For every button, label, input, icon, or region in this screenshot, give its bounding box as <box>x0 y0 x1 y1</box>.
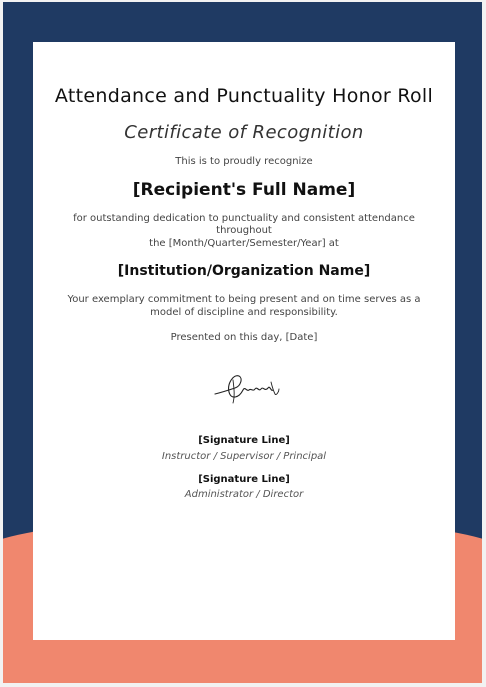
certificate-page <box>3 2 482 683</box>
dedication-text: for outstanding dedication to punctuality and consistent attendance throughout <box>73 213 415 236</box>
signature-line-1: [Signature Line] <box>198 435 290 446</box>
certificate-subtitle: Certificate of Recognition <box>124 122 364 143</box>
commitment-text: Your exemplary commitment to being present and on time serves as a model of discipline and responsibility. <box>67 294 421 318</box>
signature-line-2: [Signature Line] <box>198 474 290 485</box>
signature-role-1: Instructor / Supervisor / Principal <box>161 451 327 462</box>
recipient-name: [Recipient's Full Name] <box>132 180 356 200</box>
recognize-text: This is to proudly recognize <box>175 156 313 167</box>
certificate-card <box>33 42 455 640</box>
period-text: the [Month/Quarter/Semester/Year] at <box>149 238 339 249</box>
presented-date-text: Presented on this day, [Date] <box>170 332 318 343</box>
handwritten-signature <box>213 370 283 406</box>
institution-name: [Institution/Organization Name] <box>117 263 371 279</box>
certificate-title: Attendance and Punctuality Honor Roll <box>54 85 434 107</box>
signature-role-2: Administrator / Director <box>184 489 304 500</box>
